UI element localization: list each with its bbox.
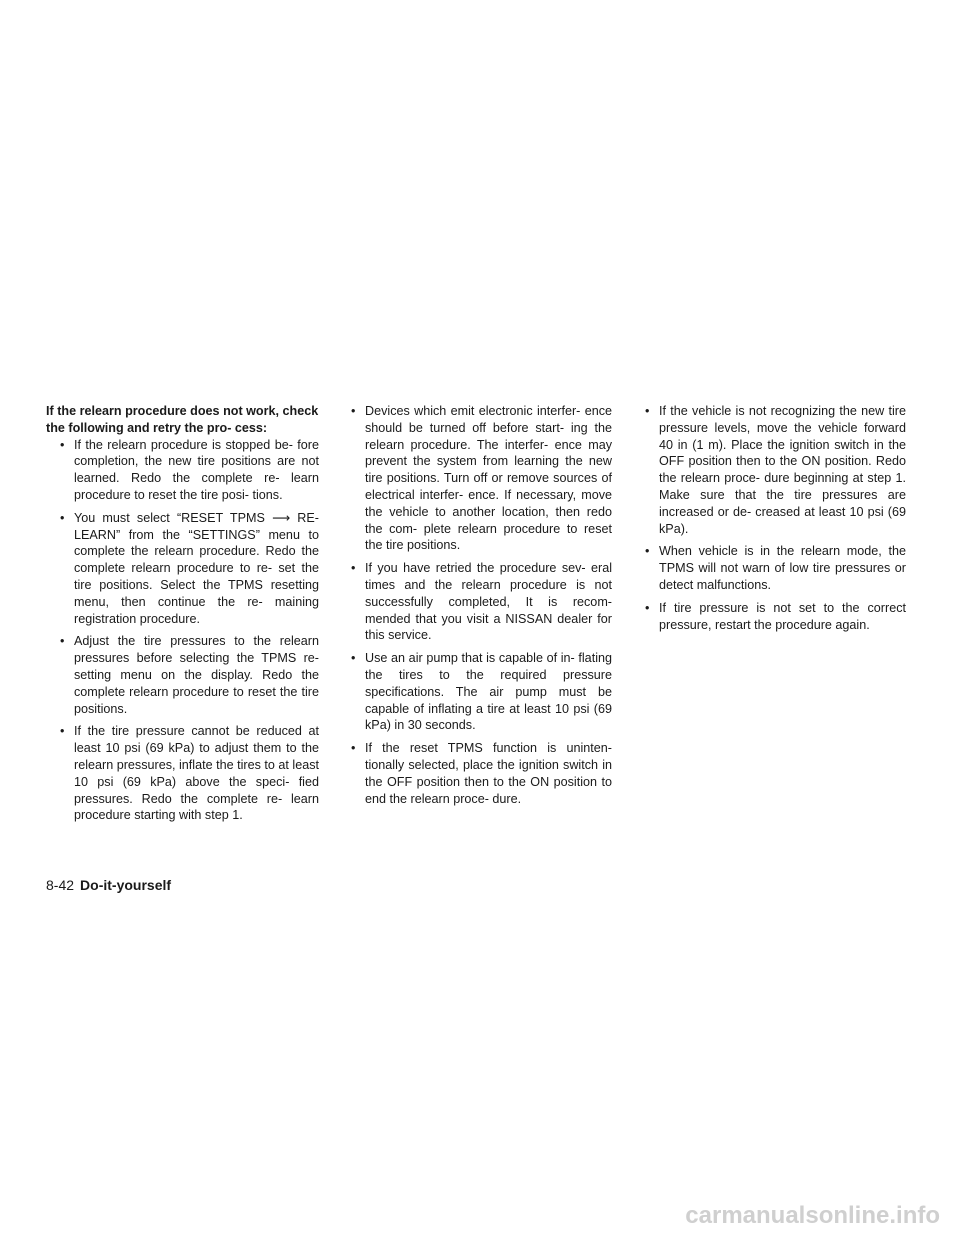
bullet-icon: • xyxy=(351,561,356,576)
bullet-list-3 xyxy=(639,403,906,633)
list-item: • If you have retried the procedure sev- eral times and the relearn procedure is not successfully completed, It is recom- mended that you visit a NISSAN dealer for this service. xyxy=(351,561,612,643)
watermark: carmanualsonline.info xyxy=(685,1202,940,1229)
bullet-list-2 xyxy=(345,403,612,807)
list-item: • Devices which emit electronic interfer- ence should be turned off before start- ing the relearn procedure. The interfer- ence may prevent the system from learning the new tire positions. Turn off or remove sources of electrical interfer- ence. If necessary, move the vehicle to another location, then redo the com- plete relearn procedure to reset the tire positions. xyxy=(351,404,612,553)
list-item: • If the reset TPMS function is uninten- tionally selected, place the ignition switch in the OFF position then to the ON position to end the relearn proce- dure. xyxy=(351,741,612,806)
bullet-icon: • xyxy=(645,404,650,418)
bullet-icon: • xyxy=(351,741,356,756)
list-item: • If tire pressure is not set to the correct pressure, restart the procedure again. xyxy=(645,600,906,632)
bullet-icon: • xyxy=(60,510,65,525)
bullet-list-1 xyxy=(54,437,319,825)
list-item: • If the relearn procedure is stopped be- fore completion, the new tire positions are not learned. Redo the complete re- learn procedure to reset the tire posi- tions. xyxy=(60,437,319,502)
column-3 xyxy=(639,403,906,639)
column-1 xyxy=(46,403,319,830)
bullet-icon: • xyxy=(60,437,65,452)
bullet-icon: • xyxy=(351,404,356,418)
section-heading: If the relearn procedure does not work, check the following and retry the pro- cess: xyxy=(46,404,319,435)
list-item: • Adjust the tire pressures to the relearn pressures before selecting the TPMS re- setting menu on the display. Redo the complete relearn procedure to reset the tire positions. xyxy=(60,634,319,716)
page-footer xyxy=(46,876,171,894)
list-item: • When vehicle is in the relearn mode, the TPMS will not warn of low tire pressures or detect malfunctions. xyxy=(645,544,906,592)
bullet-icon: • xyxy=(351,651,356,666)
list-item: • If the tire pressure cannot be reduced at least 10 psi (69 kPa) to adjust them to the relearn pressures, inflate the tires to at least 10 psi (69 kPa) above the speci- fied pressures. Redo the complete re- learn procedure starting with step 1. xyxy=(60,724,320,823)
bullet-icon: • xyxy=(645,544,650,559)
list-item: • Use an air pump that is capable of in- flating the tires to the required pressure specifications. The air pump must be capable of inflating a tire at least 10 psi (69 kPa) in 30 seconds. xyxy=(351,651,612,733)
list-item: • If the vehicle is not recognizing the new tire pressure levels, move the vehicle forward 40 in (1 m). Place the ignition switch in the OFF position then to the ON position. Redo the relearn proce- dure beginning at step 1. Make sure that the tire pressures are increased or de- creased at least 10 psi (69 kPa). xyxy=(645,404,906,536)
list-item: • You must select “RESET TPMS ⟶ RE- LEARN” from the “SETTINGS” menu to complete the relearn procedure. Redo the complete relearn procedure to re- set the tire positions. Select the TPMS resetting menu, then continue the re- maining registration procedure. xyxy=(60,510,319,626)
bullet-icon: • xyxy=(60,724,65,739)
section-title: Do-it-yourself xyxy=(80,877,172,893)
bullet-icon: • xyxy=(645,600,650,615)
bullet-icon: • xyxy=(60,634,65,649)
page-number: 8-42 xyxy=(46,877,75,893)
column-2 xyxy=(345,403,612,813)
